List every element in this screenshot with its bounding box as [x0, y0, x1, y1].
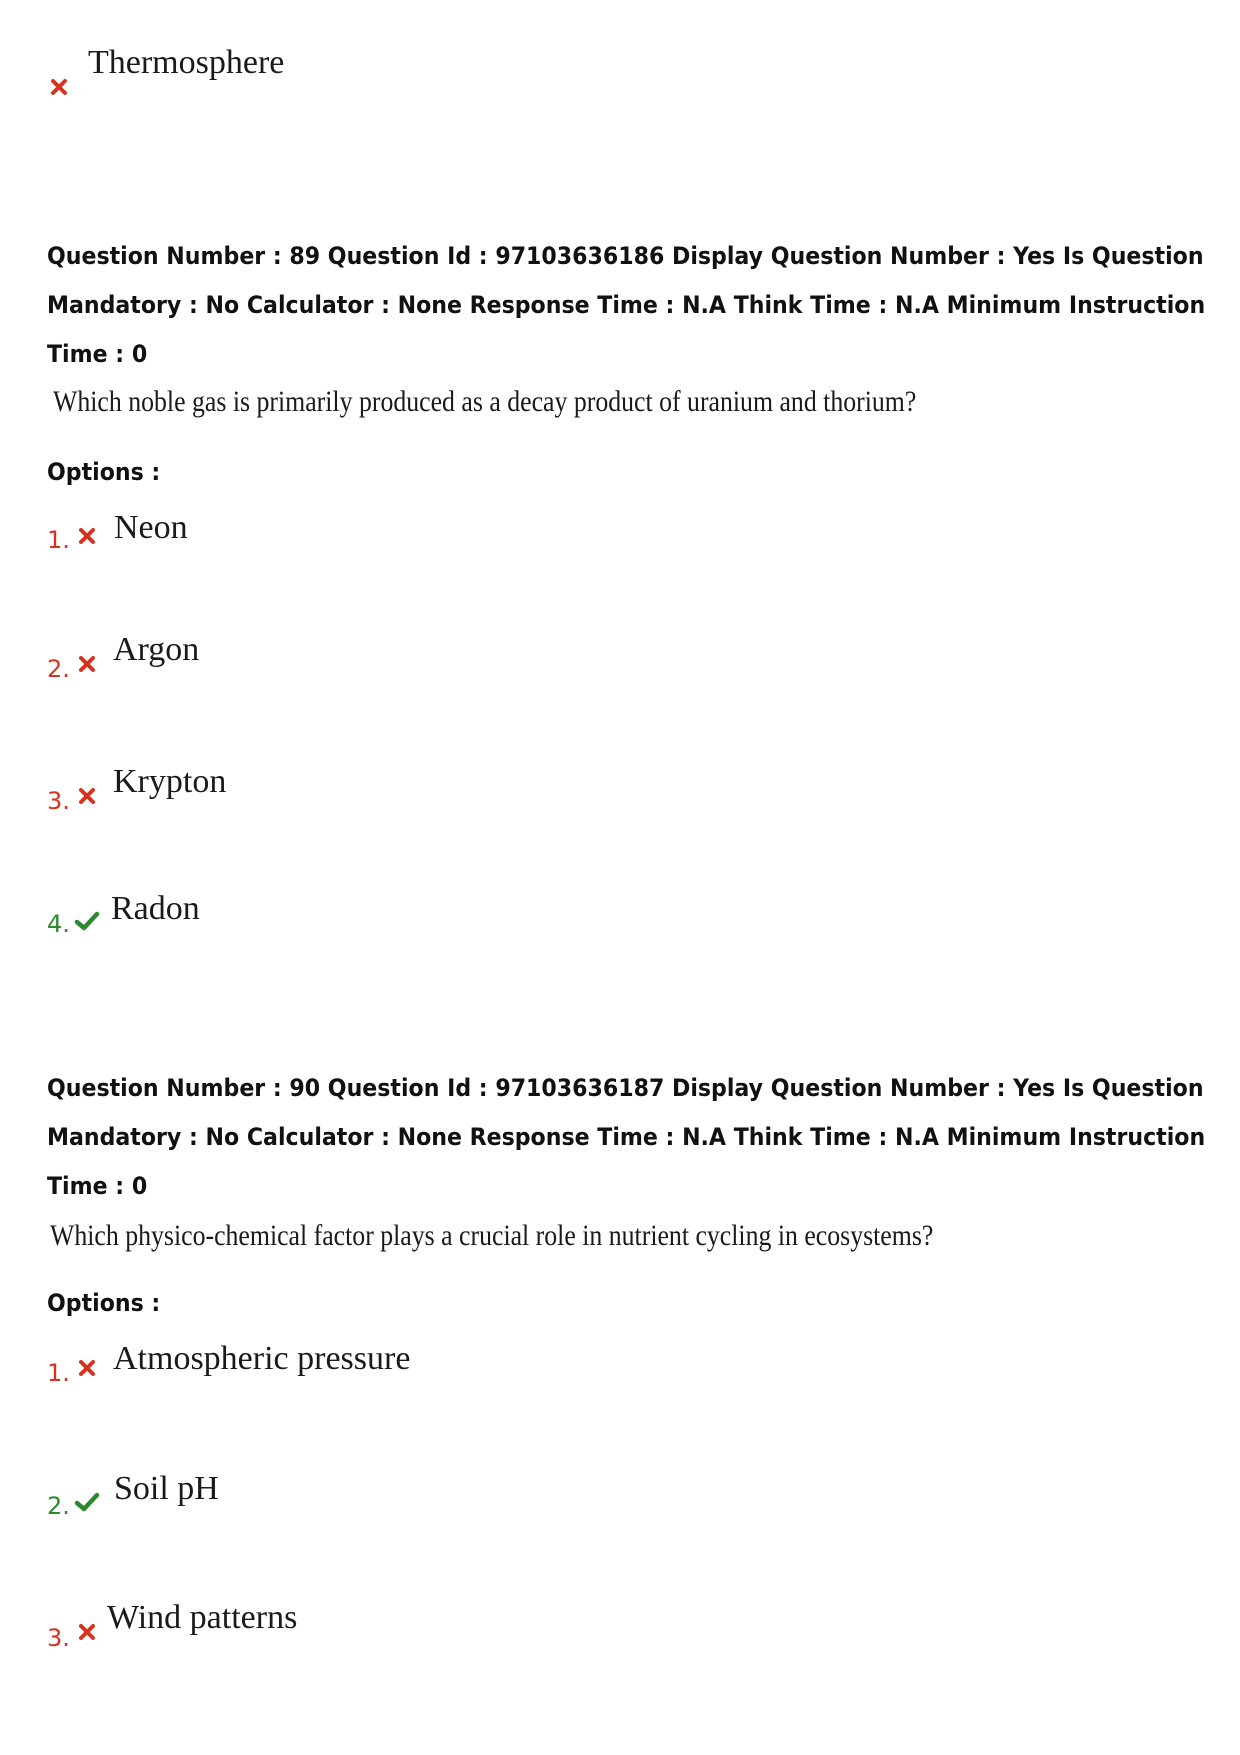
option-text: Soil pH [114, 1470, 219, 1507]
cross-icon [77, 1622, 97, 1642]
cross-icon [77, 654, 97, 674]
question-text: Which physico-chemical factor plays a crucial role in nutrient cycling in ecosystems? [50, 1219, 934, 1252]
option-number: 3. [47, 787, 70, 815]
option-number: 1. [47, 526, 70, 554]
meta-line: Question Number : 90 Question Id : 97103636187 Display Question Number : Yes Is Question [47, 1074, 1204, 1102]
option-text: Thermosphere [88, 44, 285, 81]
option-text: Atmospheric pressure [113, 1340, 411, 1377]
option-number: 2. [47, 655, 70, 683]
cross-icon [77, 1358, 97, 1378]
option-text: Argon [113, 631, 200, 668]
meta-line: Question Number : 89 Question Id : 97103636186 Display Question Number : Yes Is Question [47, 242, 1204, 270]
question-meta [47, 1064, 1206, 1211]
question-meta [47, 232, 1206, 379]
option-text: Neon [114, 509, 188, 546]
cross-icon [49, 77, 69, 97]
options-heading: Options : [47, 1289, 161, 1317]
cross-icon [77, 526, 97, 546]
option-number: 4. [47, 910, 70, 938]
cross-icon [77, 786, 97, 806]
meta-line: Mandatory : No Calculator : None Response Time : N.A Think Time : N.A Minimum Instruction [47, 1123, 1206, 1151]
option-text: Wind patterns [107, 1599, 298, 1636]
question-text: Which noble gas is primarily produced as a decay product of uranium and thorium? [53, 385, 917, 418]
meta-line: Time : 0 [47, 340, 148, 368]
checkmark-icon [74, 910, 100, 932]
meta-line: Mandatory : No Calculator : None Response Time : N.A Think Time : N.A Minimum Instruction [47, 291, 1206, 319]
option-number: 1. [47, 1359, 70, 1387]
meta-line: Time : 0 [47, 1172, 148, 1200]
options-heading: Options : [47, 458, 161, 486]
option-number: 3. [47, 1624, 70, 1652]
option-text: Krypton [113, 763, 227, 800]
option-number: 2. [47, 1492, 70, 1520]
option-text: Radon [111, 890, 200, 927]
checkmark-icon [74, 1491, 100, 1513]
